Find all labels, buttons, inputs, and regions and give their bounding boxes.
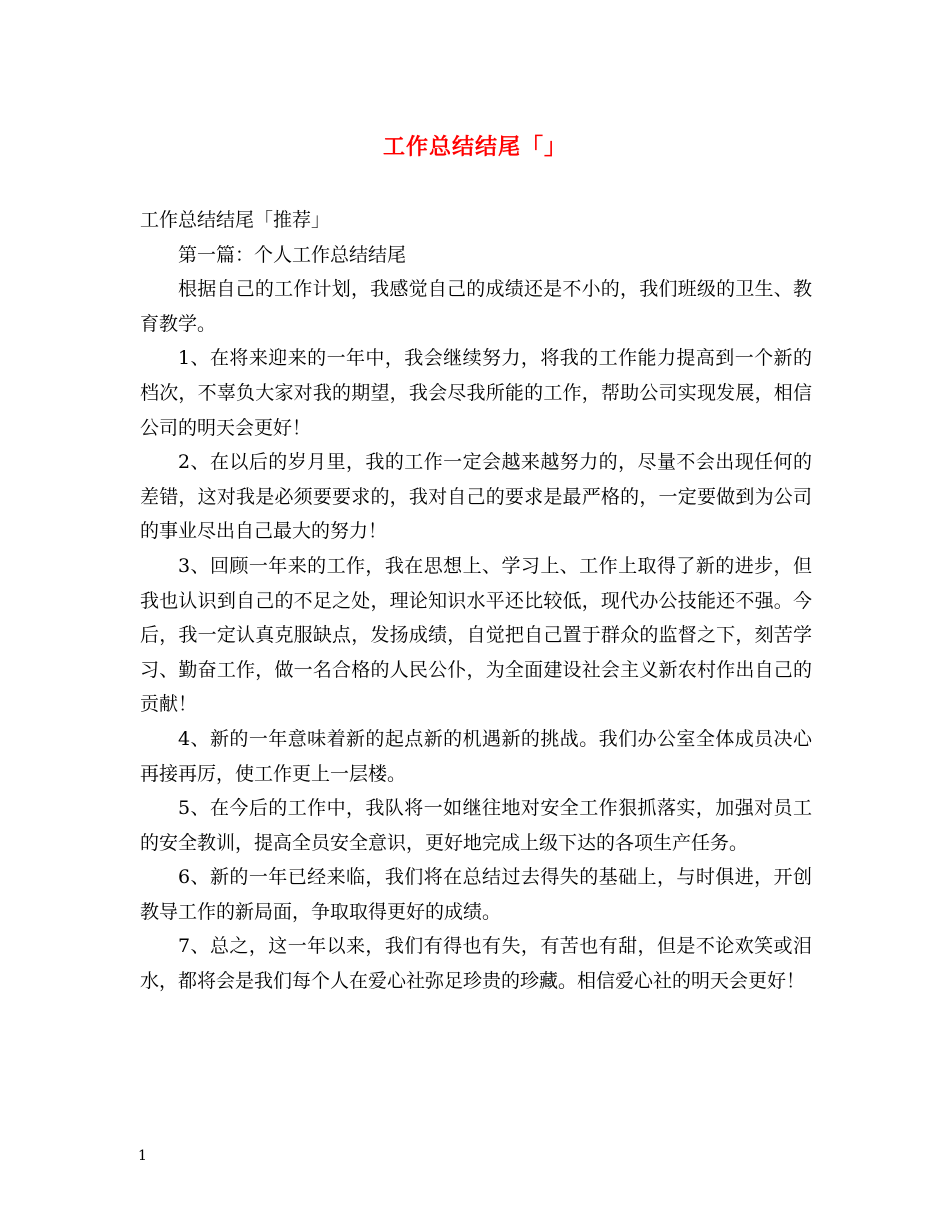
paragraph-1: 1、在将来迎来的一年中，我会继续努力，将我的工作能力提高到一个新的档次，不辜负大家对我的期望，我会尽我所能的工作，帮助公司实现发展，相信公司的明天会更好！	[140, 347, 812, 439]
paragraph-7: 7、总之，这一年以来，我们有得也有失，有苦也有甜，但是不论欢笑或泪水，都将会是我们每个人在爱心社弥足珍贵的珍藏。相信爱心社的明天会更好！	[140, 935, 812, 993]
paragraph-5: 5、在今后的工作中，我队将一如继往地对安全工作狠抓落实，加强对员工的安全教训，提高全员安全意识，更好地完成上级下达的各项生产任务。	[140, 797, 812, 854]
section-heading: 第一篇：个人工作总结结尾	[178, 243, 407, 266]
document-subtitle: 工作总结结尾「推荐」	[140, 209, 331, 231]
paragraph-intro: 根据自己的工作计划，我感觉自己的成绩还是不小的，我们班级的卫生、教育教学。	[140, 278, 812, 335]
document-body	[140, 203, 812, 999]
paragraph-3: 3、回顾一年来的工作，我在思想上、学习上、工作上取得了新的进步，但我也认识到自己的不足之处，理论知识水平还比较低，现代办公技能还不强。今后，我一定认真克服缺点，发扬成绩，自觉把自己置于群众的监督之下，刻苦学习、勤奋工作，做一名合格的人民公仆，为全面建设社会主义新农村作出自己的贡献！	[140, 554, 812, 716]
paragraph-6: 6、新的一年已经来临，我们将在总结过去得失的基础上，与时俱进，开创教导工作的新局面，争取取得更好的成绩。	[140, 866, 812, 923]
document-title: 工作总结结尾「」	[382, 134, 567, 160]
paragraph-2: 2、在以后的岁月里，我的工作一定会越来越努力的，尽量不会出现任何的差错，这对我是必须要要求的，我对自己的要求是最严格的，一定要做到为公司的事业尽出自己最大的努力！	[140, 451, 812, 543]
paragraph-4: 4、新的一年意味着新的起点新的机遇新的挑战。我们办公室全体成员决心再接再厉，使工作更上一层楼。	[140, 727, 812, 785]
page-number: 1	[138, 1148, 147, 1164]
